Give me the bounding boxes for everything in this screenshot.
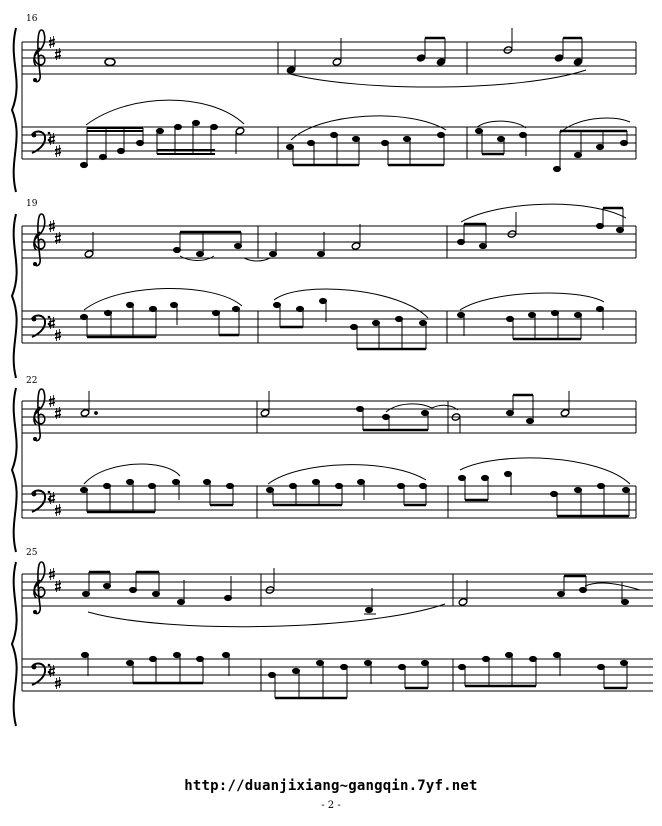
treble-notes — [105, 28, 586, 87]
grand-staff-brace — [12, 562, 17, 726]
footer-website-url: http://duanjixiang~gangqin.7yf.net — [184, 778, 478, 794]
grand-staff-brace — [12, 28, 17, 192]
treble-staff — [22, 226, 636, 258]
treble-staff — [22, 574, 653, 606]
system-1 — [12, 28, 636, 192]
system-4 — [12, 562, 653, 726]
bass-staff — [22, 659, 653, 691]
system-3 — [12, 388, 636, 552]
measure-number-16: 16 — [26, 14, 38, 24]
treble-staff — [22, 401, 636, 433]
barlines — [22, 401, 636, 518]
bass-notes — [81, 458, 631, 516]
treble-notes — [80, 391, 570, 433]
barlines — [22, 226, 636, 343]
measure-number-22: 22 — [26, 376, 38, 386]
treble-notes — [83, 568, 641, 627]
treble-staff — [22, 42, 636, 74]
bass-notes — [81, 100, 631, 171]
measure-number-19: 19 — [26, 199, 38, 209]
grand-staff-brace — [12, 388, 17, 552]
system-2 — [12, 204, 636, 378]
grand-staff-brace — [12, 214, 17, 378]
measure-number-25: 25 — [26, 548, 38, 558]
page-number: - 2 - — [321, 800, 341, 811]
treble-notes — [84, 204, 626, 261]
